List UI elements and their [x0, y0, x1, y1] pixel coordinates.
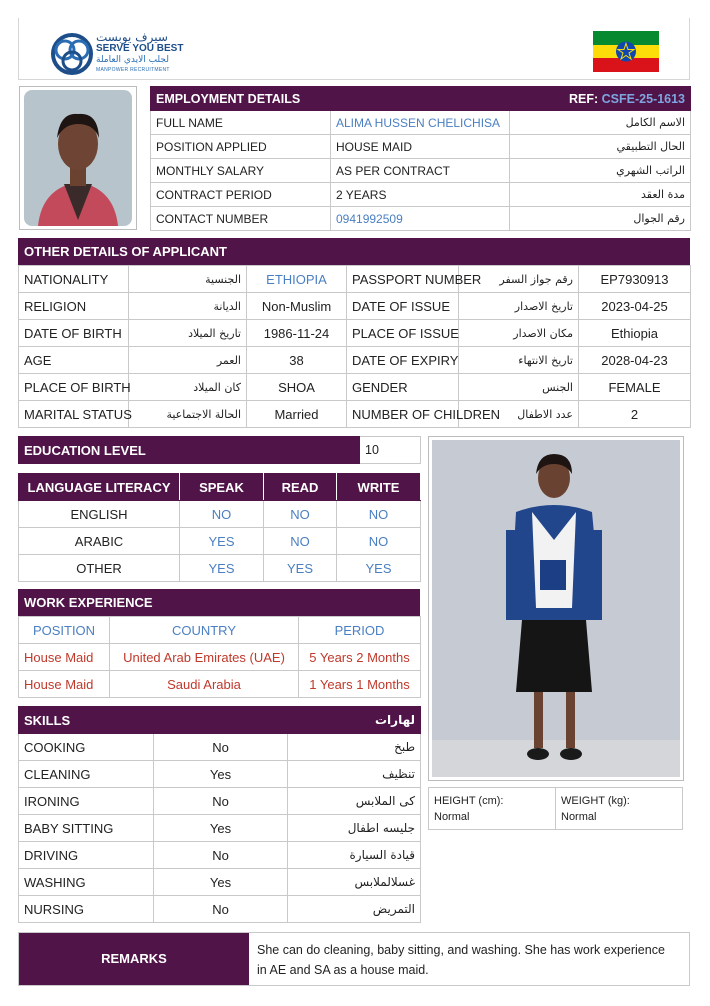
- skills-title-spacer: [154, 707, 288, 734]
- other-l-ar: الجنسية: [129, 266, 247, 293]
- other-l-label: AGE: [19, 347, 129, 374]
- skill-row: [19, 761, 421, 788]
- ref-value: CSFE-25-1613: [601, 91, 685, 106]
- logo-emblem-icon: [50, 32, 94, 76]
- ethiopia-flag-icon: [593, 31, 659, 72]
- other-details-title: OTHER DETAILS OF APPLICANT: [18, 238, 690, 265]
- work-header: COUNTRY: [110, 617, 299, 644]
- full-body-photo: [432, 440, 680, 777]
- skill-name: BABY SITTING: [19, 815, 154, 842]
- skill-value: No: [154, 896, 288, 923]
- work-period: 5 Years 2 Months: [299, 644, 421, 671]
- other-l-val: ETHIOPIA: [247, 266, 347, 293]
- skill-name: CLEANING: [19, 761, 154, 788]
- other-r-label: PASSPORT NUMBER: [347, 266, 459, 293]
- language-read: NO: [264, 501, 337, 528]
- other-r-label: PLACE OF ISSUE: [347, 320, 459, 347]
- other-details-row: [19, 401, 691, 428]
- work-country: United Arab Emirates (UAE): [110, 644, 299, 671]
- other-l-ar: تاريخ الميلاد: [129, 320, 247, 347]
- skill-arabic: التمريض: [288, 896, 421, 923]
- employment-arabic-label: الاسم الكامل: [510, 111, 691, 135]
- work-header: PERIOD: [299, 617, 421, 644]
- remarks-label: REMARKS: [19, 933, 249, 985]
- other-r-ar: رقم جواز السفر: [459, 266, 579, 293]
- employment-arabic-label: مدة العقد: [510, 183, 691, 207]
- other-l-val: Non-Muslim: [247, 293, 347, 320]
- full-body-photo-frame: [428, 436, 684, 781]
- other-r-ar: مكان الاصدار: [459, 320, 579, 347]
- other-r-val: Ethiopia: [579, 320, 691, 347]
- other-details-section: [18, 238, 690, 428]
- other-r-val: 2023-04-25: [579, 293, 691, 320]
- employment-value: 0941992509: [331, 207, 510, 231]
- language-row: [19, 555, 421, 582]
- other-r-ar: عدد الاطفال: [459, 401, 579, 428]
- employment-row: [151, 183, 691, 207]
- portrait-photo: [24, 90, 132, 226]
- skill-row: [19, 842, 421, 869]
- other-r-label: DATE OF EXPIRY: [347, 347, 459, 374]
- other-l-val: Married: [247, 401, 347, 428]
- other-r-val: FEMALE: [579, 374, 691, 401]
- education-level-label: EDUCATION LEVEL: [19, 437, 360, 464]
- skill-name: COOKING: [19, 734, 154, 761]
- skill-value: Yes: [154, 869, 288, 896]
- employment-value: ALIMA HUSSEN CHELICHISA: [331, 111, 510, 135]
- employment-row: [151, 159, 691, 183]
- work-header: POSITION: [19, 617, 110, 644]
- language-row: [19, 528, 421, 555]
- skill-row: [19, 896, 421, 923]
- skill-name: WASHING: [19, 869, 154, 896]
- language-speak: YES: [180, 528, 264, 555]
- remarks-section: [18, 932, 690, 986]
- employment-value: 2 YEARS: [331, 183, 510, 207]
- employment-label: CONTACT NUMBER: [151, 207, 331, 231]
- language-header: LANGUAGE LITERACY: [19, 474, 180, 501]
- skill-arabic: تنظيف: [288, 761, 421, 788]
- employment-label: MONTHLY SALARY: [151, 159, 331, 183]
- height-label: HEIGHT (cm):: [434, 794, 504, 807]
- skill-arabic: جليسه اطفال: [288, 815, 421, 842]
- weight-value: Normal: [561, 810, 597, 823]
- skill-row: [19, 815, 421, 842]
- work-experience-title: WORK EXPERIENCE: [18, 589, 420, 616]
- employment-value: HOUSE MAID: [331, 135, 510, 159]
- skill-row: [19, 869, 421, 896]
- skill-arabic: غسلالملابس: [288, 869, 421, 896]
- other-details-row: [19, 293, 691, 320]
- language-read: NO: [264, 528, 337, 555]
- employment-row: [151, 135, 691, 159]
- education-section: [18, 436, 420, 464]
- skill-arabic: كى الملابس: [288, 788, 421, 815]
- employment-arabic-label: الراتب الشهري: [510, 159, 691, 183]
- work-period: 1 Years 1 Months: [299, 671, 421, 698]
- ref-label: REF:: [568, 91, 599, 106]
- other-details-row: [19, 266, 691, 293]
- employment-arabic-label: رقم الجوال: [510, 207, 691, 231]
- other-details-row: [19, 320, 691, 347]
- employment-label: FULL NAME: [151, 111, 331, 135]
- weight-label: WEIGHT (kg):: [561, 794, 630, 807]
- other-l-label: PLACE OF BIRTH: [19, 374, 129, 401]
- logo-arabic: سيرف يوبست: [96, 30, 168, 44]
- other-details-row: [19, 347, 691, 374]
- employment-row: [151, 207, 691, 231]
- skill-value: Yes: [154, 761, 288, 788]
- employment-label: CONTRACT PERIOD: [151, 183, 331, 207]
- language-read: YES: [264, 555, 337, 582]
- height-value: Normal: [434, 810, 470, 823]
- employment-label: POSITION APPLIED: [151, 135, 331, 159]
- language-name: ARABIC: [19, 528, 180, 555]
- other-r-val: 2028-04-23: [579, 347, 691, 374]
- language-speak: NO: [180, 501, 264, 528]
- skill-arabic: طبخ: [288, 734, 421, 761]
- skills-section: [18, 706, 420, 923]
- education-level-value: 10: [360, 437, 421, 464]
- portrait-photo-frame: [19, 86, 137, 230]
- employment-details-section: [150, 86, 690, 231]
- language-name: OTHER: [19, 555, 180, 582]
- other-r-ar: تاريخ الاصدار: [459, 293, 579, 320]
- logo-english: SERVE YOU BEST: [96, 43, 184, 54]
- skill-name: DRIVING: [19, 842, 154, 869]
- other-l-label: NATIONALITY: [19, 266, 129, 293]
- weight-cell: [556, 788, 683, 830]
- skill-value: Yes: [154, 815, 288, 842]
- language-row: [19, 501, 421, 528]
- work-row: [19, 644, 421, 671]
- skill-name: IRONING: [19, 788, 154, 815]
- other-l-ar: كان الميلاد: [129, 374, 247, 401]
- work-position: House Maid: [19, 644, 110, 671]
- other-r-label: DATE OF ISSUE: [347, 293, 459, 320]
- language-write: YES: [337, 555, 421, 582]
- language-write: NO: [337, 501, 421, 528]
- employment-row: [151, 111, 691, 135]
- language-header: WRITE: [337, 474, 421, 501]
- skill-row: [19, 788, 421, 815]
- work-header-row: [19, 617, 421, 644]
- language-section: [18, 473, 420, 582]
- other-l-ar: الديانة: [129, 293, 247, 320]
- company-logo: [50, 30, 200, 78]
- other-l-ar: الحالة الاجتماعية: [129, 401, 247, 428]
- language-name: ENGLISH: [19, 501, 180, 528]
- language-header: SPEAK: [180, 474, 264, 501]
- skill-value: No: [154, 734, 288, 761]
- other-r-ar: الجنس: [459, 374, 579, 401]
- other-r-ar: تاريخ الانتهاء: [459, 347, 579, 374]
- other-l-label: RELIGION: [19, 293, 129, 320]
- other-r-label: GENDER: [347, 374, 459, 401]
- other-r-val: 2: [579, 401, 691, 428]
- skills-title-arabic: لهارات: [288, 707, 421, 734]
- other-l-val: 1986-11-24: [247, 320, 347, 347]
- employment-arabic-label: الحال التطبيقي: [510, 135, 691, 159]
- other-r-label: NUMBER OF CHILDREN: [347, 401, 459, 428]
- other-r-val: EP7930913: [579, 266, 691, 293]
- remarks-text: She can do cleaning, baby sitting, and washing. She has work experience in AE and SA as a house maid.: [257, 943, 665, 977]
- measurements-section: [428, 787, 682, 830]
- reference-number: [331, 87, 691, 111]
- skill-value: No: [154, 788, 288, 815]
- skill-arabic: قيادة السيارة: [288, 842, 421, 869]
- language-header-row: [19, 474, 421, 501]
- work-experience-section: [18, 589, 420, 698]
- skills-title: SKILLS: [19, 707, 154, 734]
- work-position: House Maid: [19, 671, 110, 698]
- skill-row: [19, 734, 421, 761]
- work-country: Saudi Arabia: [110, 671, 299, 698]
- work-row: [19, 671, 421, 698]
- skill-value: No: [154, 842, 288, 869]
- logo-arabic-sub: لجلب الايدي العاملة: [96, 55, 169, 65]
- employment-details-title: EMPLOYMENT DETAILS: [151, 87, 331, 111]
- employment-value: AS PER CONTRACT: [331, 159, 510, 183]
- logo-english-sub: MANPOWER RECRUITMENT: [96, 67, 170, 73]
- other-l-val: 38: [247, 347, 347, 374]
- other-l-label: MARITAL STATUS: [19, 401, 129, 428]
- other-l-label: DATE OF BIRTH: [19, 320, 129, 347]
- language-write: NO: [337, 528, 421, 555]
- skill-name: NURSING: [19, 896, 154, 923]
- height-cell: [429, 788, 556, 830]
- language-header: READ: [264, 474, 337, 501]
- language-speak: YES: [180, 555, 264, 582]
- other-l-ar: العمر: [129, 347, 247, 374]
- other-l-val: SHOA: [247, 374, 347, 401]
- other-details-row: [19, 374, 691, 401]
